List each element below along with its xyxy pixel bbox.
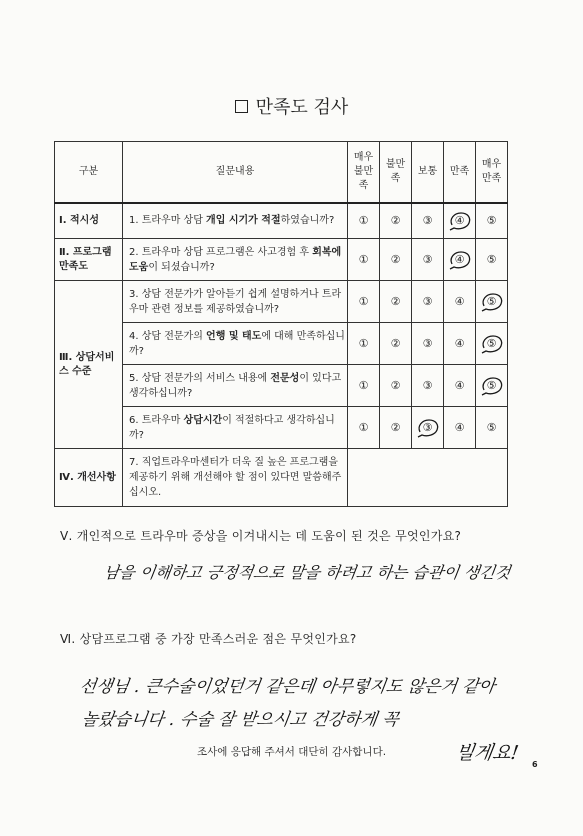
question-emphasis: 개입 시기가 적절 — [206, 215, 281, 227]
satisfaction-table — [54, 141, 508, 507]
option-number: ② — [390, 253, 401, 266]
option-3-radio[interactable] — [412, 281, 444, 323]
option-number: ⑤ — [486, 295, 497, 308]
question-text — [123, 323, 348, 365]
question-text-segment: 이 되셨습니까? — [148, 261, 215, 273]
option-number: ⑤ — [486, 214, 497, 228]
option-number: ④ — [454, 379, 465, 392]
table-row — [55, 203, 508, 239]
page-title: 만족도 검사 — [0, 93, 583, 119]
section6-handwritten-line3: 빌게요! — [454, 742, 521, 764]
option-3-radio[interactable] — [412, 203, 444, 239]
option-5-radio[interactable] — [476, 203, 508, 239]
option-3-radio[interactable] — [412, 407, 444, 449]
header-option-3: 보통 — [412, 142, 444, 203]
question-emphasis: 전문성 — [270, 372, 300, 384]
option-5-radio[interactable] — [476, 323, 508, 365]
option-1-radio[interactable] — [348, 407, 380, 449]
option-number: ② — [390, 379, 401, 392]
question-emphasis: 상담시간 — [183, 414, 223, 426]
option-number: ⑤ — [486, 421, 497, 434]
header-option-4: 만족 — [444, 142, 476, 203]
option-1-radio[interactable] — [348, 323, 380, 365]
option-number: ③ — [422, 421, 433, 434]
option-number: ③ — [422, 295, 433, 308]
section5-question: Ⅴ. 개인적으로 트라우마 증상을 이겨내시는 데 도움이 된 것은 무엇인가요? — [60, 529, 462, 543]
question-text — [123, 203, 348, 239]
question-text-segment: 6. 트라우마 — [129, 414, 184, 426]
option-number: ④ — [454, 421, 465, 434]
section6-question: Ⅵ. 상담프로그램 중 가장 만족스러운 점은 무엇인가요? — [60, 632, 357, 646]
header-option-5: 매우 만족 — [476, 142, 508, 203]
option-number: ④ — [454, 337, 465, 350]
question-text-segment: 하였습니까? — [280, 215, 335, 227]
option-number: ⑤ — [486, 379, 497, 392]
question-text — [123, 407, 348, 449]
option-number: ② — [390, 421, 401, 434]
option-4-radio[interactable] — [444, 239, 476, 281]
option-number: ③ — [422, 379, 433, 392]
question-text-segment: 5. 상담 전문가의 서비스 내용에 — [129, 372, 271, 384]
option-2-radio[interactable] — [380, 203, 412, 239]
table-row — [55, 281, 508, 323]
question-text-segment: 이 적절하다고 생각하십니까? — [129, 414, 335, 441]
option-2-radio[interactable] — [380, 239, 412, 281]
section5-handwritten-answer: 남을 이해하고 긍정적으로 말을 하려고 하는 습관이 생긴것 — [102, 563, 512, 582]
closing-message: 조사에 응답해 주셔서 대단히 감사합니다. — [196, 746, 387, 758]
page-number: 6 — [532, 760, 538, 769]
option-1-radio[interactable] — [348, 239, 380, 281]
option-number: ① — [358, 421, 369, 434]
option-number: ② — [390, 337, 401, 350]
option-2-radio[interactable] — [380, 281, 412, 323]
question-text-segment: 1. 트라우마 상담 — [129, 215, 207, 227]
option-3-radio[interactable] — [412, 239, 444, 281]
option-number: ④ — [454, 214, 465, 228]
option-number: ④ — [454, 295, 465, 308]
section6-handwritten-line1: 선생님 . 큰수술이었던거 같은데 아무렇지도 않은거 같아 — [78, 677, 497, 697]
option-number: ② — [390, 214, 401, 228]
option-number: ③ — [422, 214, 433, 228]
header-category: 구분 — [55, 142, 123, 203]
option-3-radio[interactable] — [412, 323, 444, 365]
option-1-radio[interactable] — [348, 203, 380, 239]
option-5-radio[interactable] — [476, 281, 508, 323]
option-number: ① — [358, 214, 369, 228]
option-number: ② — [390, 295, 401, 308]
option-2-radio[interactable] — [380, 323, 412, 365]
option-3-radio[interactable] — [412, 365, 444, 407]
option-4-radio[interactable] — [444, 281, 476, 323]
table-row — [55, 449, 508, 507]
option-5-radio[interactable] — [476, 239, 508, 281]
option-number: ① — [358, 295, 369, 308]
category-label: Ⅲ. 상담서비스 수준 — [55, 281, 123, 449]
checkbox-bullet-icon — [235, 100, 248, 113]
question-text-segment: 2. 트라우마 상담 프로그램은 사고경험 후 — [129, 246, 313, 258]
option-number: ⑤ — [486, 253, 497, 266]
question-text — [123, 239, 348, 281]
question-text-segment: 에 대해 만족하십니까? — [129, 330, 345, 357]
header-option-1: 매우 불만족 — [348, 142, 380, 203]
question-text — [123, 365, 348, 407]
question-text — [123, 449, 348, 507]
option-2-radio[interactable] — [380, 407, 412, 449]
question-text-segment: 이 있다고 생각하십니까? — [129, 372, 342, 399]
table-row — [55, 239, 508, 281]
category-label: Ⅳ. 개선사항 — [55, 449, 123, 507]
option-5-radio[interactable] — [476, 365, 508, 407]
option-number: ① — [358, 337, 369, 350]
header-option-2: 불만족 — [380, 142, 412, 203]
option-number: ① — [358, 379, 369, 392]
option-1-radio[interactable] — [348, 365, 380, 407]
question-text-segment: 3. 상담 전문가가 알아듣기 쉽게 설명하거나 트라우마 관련 정보를 제공하였습니까? — [129, 288, 342, 315]
option-4-radio[interactable] — [444, 407, 476, 449]
question-text — [123, 281, 348, 323]
option-5-radio[interactable] — [476, 407, 508, 449]
question-emphasis: 회복에 도움 — [129, 246, 342, 273]
option-number: ③ — [422, 253, 433, 266]
table-row — [55, 365, 508, 407]
table-row — [55, 407, 508, 449]
table-row — [55, 323, 508, 365]
section6-handwritten-line2: 놀랐습니다 . 수술 잘 받으시고 건강하게 꼭 — [80, 710, 401, 730]
category-label: Ⅱ. 프로그램 만족도 — [55, 239, 123, 281]
option-number: ③ — [422, 337, 433, 350]
option-4-radio[interactable] — [444, 323, 476, 365]
question-text-segment: 7. 직업트라우마센터가 더욱 질 높은 프로그램을 제공하기 위해 개선해야 할 점이 있다면 말씀해주십시오. — [129, 457, 342, 498]
option-4-radio[interactable] — [444, 365, 476, 407]
category-label: Ⅰ. 적시성 — [55, 203, 123, 239]
option-2-radio[interactable] — [380, 365, 412, 407]
option-number: ① — [358, 253, 369, 266]
option-4-radio[interactable] — [444, 203, 476, 239]
improvement-answer-cell[interactable] — [348, 449, 508, 507]
option-number: ④ — [454, 253, 465, 266]
option-number: ⑤ — [486, 337, 497, 350]
question-text-segment: 4. 상담 전문가의 — [129, 330, 207, 342]
header-question: 질문내용 — [123, 142, 348, 203]
option-1-radio[interactable] — [348, 281, 380, 323]
question-emphasis: 언행 및 태도 — [206, 330, 262, 342]
